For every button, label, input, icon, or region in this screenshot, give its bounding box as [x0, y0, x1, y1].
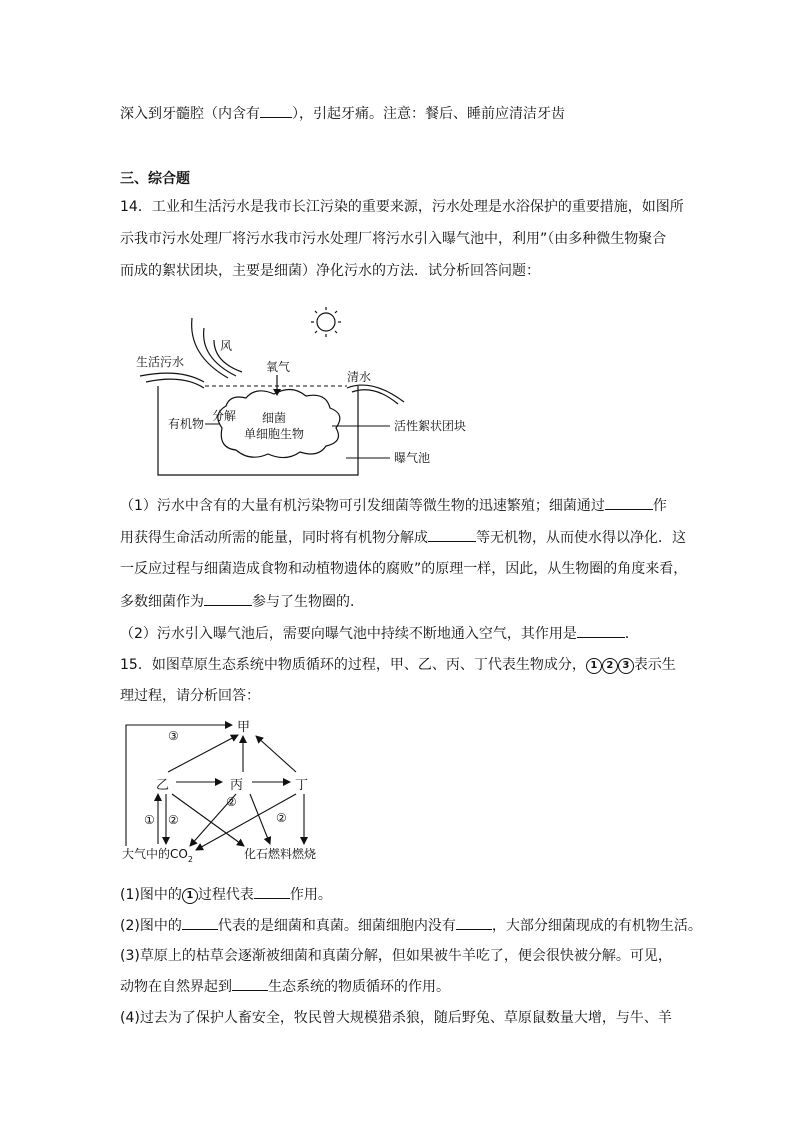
q14-part1-line2 [120, 527, 686, 548]
answer-blank[interactable] [428, 527, 476, 542]
clean-water-label: 清水 [347, 370, 372, 384]
q14-part1-line1 [120, 495, 667, 516]
q14-part1-line3: 一反应过程与细菌造成食物和动植物遗体的腐败”的原理一样，因此，从生物圈的角度来看， [120, 561, 688, 577]
bacteria-label: 细菌 [262, 411, 287, 425]
q14-stem-2: 示我市污水处理厂将污水我市污水处理厂将污水引入曝气池中，利用”（由多种微生物聚合 [120, 231, 667, 247]
q14-part2 [120, 623, 639, 644]
fossil-label: 化石燃料燃烧 [244, 847, 317, 861]
q13-text-b: ），引起牙痛。注意：餐后、睡前应清洁牙齿 [292, 106, 565, 122]
unicellular-label: 单细胞生物 [244, 427, 305, 441]
circled-3: 3 [618, 658, 634, 674]
q15-sub1 [120, 884, 332, 905]
co2-label [122, 846, 193, 864]
ding-label: 丁 [295, 778, 309, 793]
sewage-label: 生活污水 [136, 355, 185, 369]
jia-label: 甲 [237, 720, 251, 735]
carbon-cycle-diagram [0, 710, 794, 870]
organic-label: 有机物 [168, 417, 205, 431]
q15-s3-c: 生态系统的物质循环的作用。 [268, 979, 450, 995]
marker-3: ③ [168, 729, 179, 743]
q13-text-a: 深入到牙髓腔（内含有 [120, 106, 260, 122]
q15-s1-b: 过程代表 [197, 887, 254, 903]
q15-sub3-line2 [120, 976, 450, 997]
q15-sub2 [120, 915, 702, 936]
wind-label: 风 [220, 339, 233, 353]
q15-stem-1b: 表示生 [633, 657, 676, 673]
section-title: 三、综合题 [120, 171, 190, 187]
q15-sub4: (4)过去为了保护人畜安全，牧民曾大规模猎杀狼，随后野兔、草原鼠数量大增，与牛、羊 [120, 1010, 672, 1026]
circled-1-ref: 1 [182, 888, 198, 904]
q14-stem-3: 而成的絮状团块，主要是细菌）净化污水的方法．试分析回答问题： [120, 263, 540, 279]
marker-2-yi: ② [168, 813, 179, 827]
q15-s1-a: (1)图中的 [120, 887, 182, 903]
aeration-tank-diagram [0, 0, 794, 480]
q15-s2-c: ，大部分细菌现成的有机物生活。 [491, 918, 702, 934]
q15-s1-c: 作用。 [289, 887, 332, 903]
circled-1: 1 [586, 658, 602, 674]
answer-blank[interactable] [232, 976, 268, 991]
floc-label: 活性絮状团块 [394, 419, 467, 433]
q14-p1-c: 用获得生命活动所需的能量，同时将有机物分解成 [120, 530, 428, 546]
q15-stem-1a: 15．如图草原生态系统中物质循环的过程，甲、乙、丙、丁代表生物成分， [120, 657, 586, 673]
sun-icon [311, 307, 341, 337]
sewage-flow [140, 373, 204, 388]
answer-blank[interactable] [456, 915, 492, 930]
marker-1: ① [144, 813, 155, 827]
q15-s2-b: 代表的是细菌和真菌。细菌细胞内没有 [217, 918, 456, 934]
co2-prefix: 大气中的CO [122, 847, 188, 861]
marker-2-ding: ② [276, 811, 287, 825]
q14-p1-d: 等无机物，从而使水得以净化．这 [476, 530, 686, 546]
q14-p2-b: ． [624, 626, 639, 642]
q14-part1-line4 [120, 591, 364, 612]
answer-blank[interactable] [254, 884, 290, 899]
circled-2: 2 [602, 658, 618, 674]
q15-s2-a: (2)图中的 [120, 918, 182, 934]
wind-lines [192, 318, 242, 378]
q14-p1-f: 多数细菌作为 [120, 594, 204, 610]
marker-2-bing: ② [226, 795, 237, 809]
q14-p2-a: （2）污水引入曝气池后，需要向曝气池中持续不断地通入空气，其作用是 [120, 626, 577, 642]
decompose-label: 分解 [212, 409, 237, 423]
yi-label: 乙 [156, 778, 170, 793]
oxygen-label: 氧气 [266, 360, 291, 374]
q15-sub3-line1: (3)草原上的枯草会逐渐被细菌和真菌分解，但如果被牛羊吃了，便会很快被分解。可见， [120, 948, 672, 964]
tank-label: 曝气池 [394, 451, 431, 465]
q15-stem-1 [120, 655, 676, 675]
answer-blank[interactable] [204, 591, 252, 606]
q15-s3-b: 动物在自然界起到 [120, 979, 232, 995]
q14-p1-g: 参与了生物圈的． [252, 594, 364, 610]
bing-label: 丙 [230, 778, 244, 793]
answer-blank[interactable] [577, 623, 625, 638]
q14-p1-b: 作 [652, 498, 667, 514]
answer-blank[interactable] [182, 915, 218, 930]
answer-blank[interactable] [605, 495, 653, 510]
q14-p1-a: （1）污水中含有的大量有机污染物可引发细菌等微生物的迅速繁殖；细菌通过 [120, 498, 605, 514]
co2-subscript: 2 [187, 855, 193, 864]
q14-stem-1: 14．工业和生活污水是我市长江污染的重要来源，污水处理是水浴保护的重要措施，如图所 [120, 199, 684, 215]
clean-water-flow [347, 385, 404, 404]
q15-stem-2: 理过程，请分析回答： [120, 688, 260, 704]
